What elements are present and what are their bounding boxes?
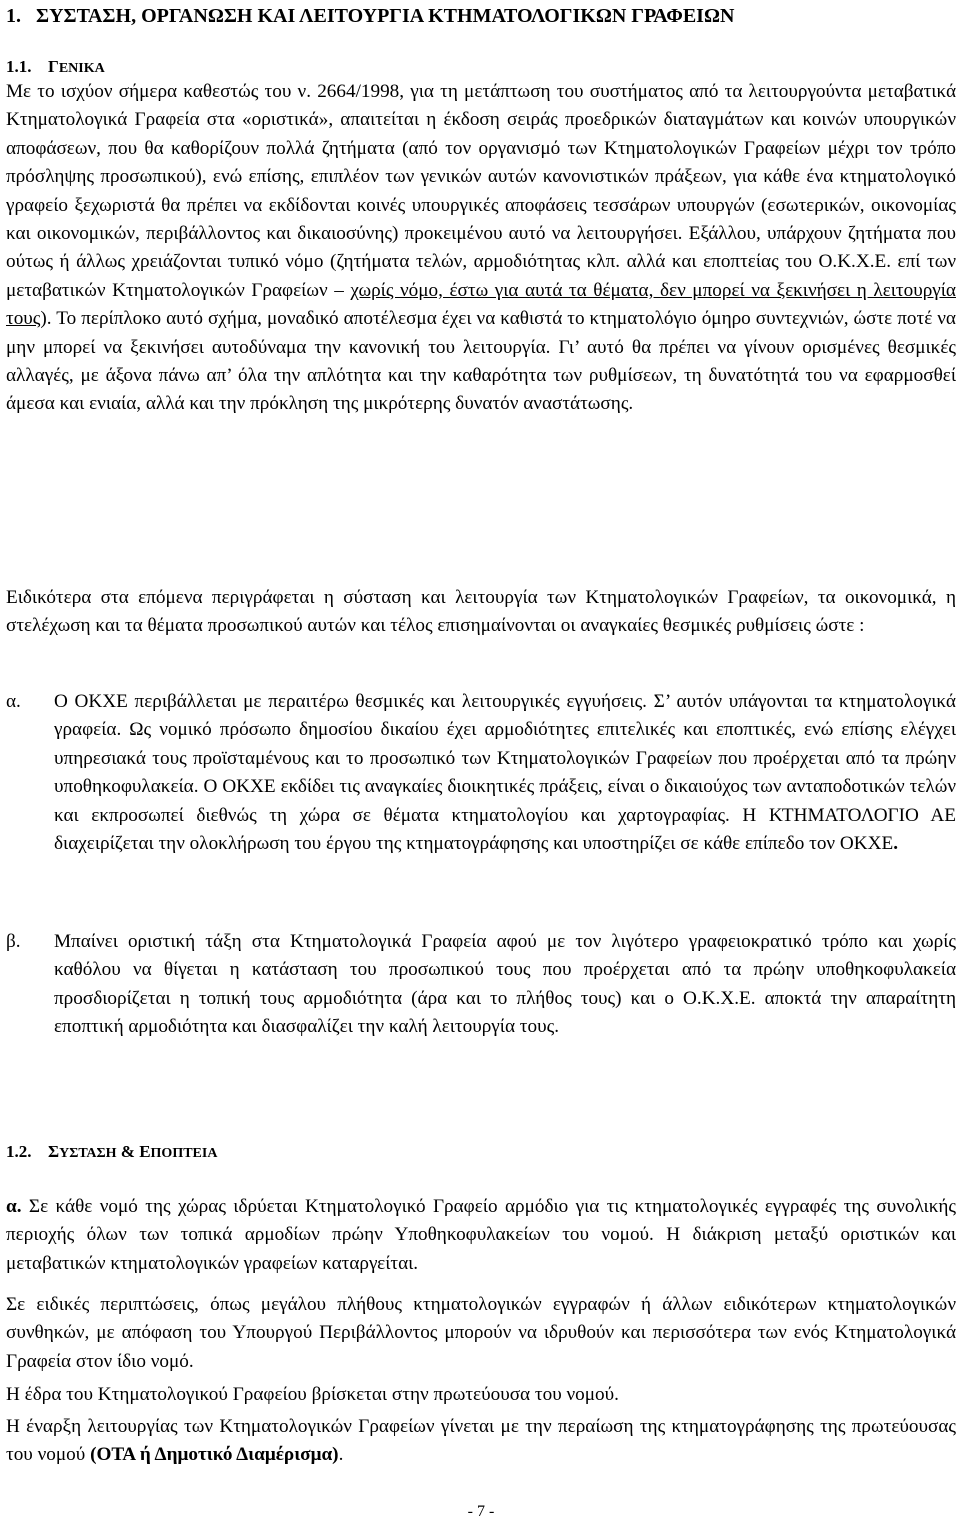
list-marker-beta: β. [6,931,21,952]
section-1-1-title-rest: ΕΝΙΚΑ [58,61,105,76]
heading-1-title: ΣΥΣΤΑΣΗ, ΟΡΓΑΝΩΣΗ ΚΑΙ ΛΕΙΤΟΥΡΓΙΑ ΚΤΗΜΑΤΟΛΟΓΙΚΩΝ ΓΡΑΦΕΙΩΝ [36,5,735,27]
section-2-paragraph-b: Σε ειδικές περιπτώσεις, όπως μεγάλου πλήθους κτηματολογικών εγγραφών ή άλλων ειδικότερων κτηματολογικών συνθηκών, με απόφαση του Υπουργού Περιβάλλοντος μπορούν να ιδρυθούν και περισσότερα των ενός Κτηματολογικά Γραφεία στον ίδιο νομό. [6,1294,956,1372]
section-1-2-title-rest-1: ΥΣΤΑΣΗ [59,1146,117,1161]
intro-paragraph [6,78,956,419]
section-2-paragraph-d [6,1413,956,1470]
section-2-paragraph-a-text: Σε κάθε νομό της χώρας ιδρύεται Κτηματολογικό Γραφείο αρμόδιο για τις κτηματολογικές εγγραφές της συνολικής περιοχής όλων των τοπικά αρμοδίων πρώην Υποθηκοφυλακείων του νομού. Η διάκριση μεταξύ οριστικών και μεταβατικών κτηματολογικών γραφείων καταργείται. [6,1196,957,1274]
section-2-paragraph-a-marker: α. [6,1196,22,1217]
list-body-alpha-end: . [893,833,898,855]
section-1-2-title-rest-2: ΠΟΠΤΕΙΑ [150,1146,218,1161]
list-body-beta: Μπαίνει οριστική τάξη στα Κτηματολογικά Γραφεία αφού με τον λιγότερο γραφειοκρατικό τρόπο και χωρίς καθόλου να θίγεται η κατάσταση του προσωπικού τους που προέρχεται από τα πρώην υποθηκοφυλακεία προσδιορίζεται η τοπική τους αρμοδιότητα (άρα και το πλήθος τους) και ο Ο.Κ.Χ.Ε. αποκτά την απαραίτητη εποπτική αρμοδιότητα και διασφαλίζει την καλή λειτουργία τους. [54,931,956,1038]
heading-1-number: 1. [6,5,21,27]
list-body-alpha-text: Ο ΟΚΧΕ περιβάλλεται με περαιτέρω θεσμικές και λειτουργικές εγγυήσεις. Σ’ αυτόν υπάγονται τα κτηματολογικά γραφεία. Ως νομικό πρόσωπο δημοσίου δικαίου έχει αρμοδιότητες επιτελικές και εποπτικές, ενώ επίσης ελέγχει υπηρεσιακά τους προϊσταμένους και το προσωπικό των Κτηματολογικών Γραφείων που προέρχεται από τα πρώην υποθηκοφυλακεία. Ο ΟΚΧΕ εκδίδει τις αναγκαίες διοικητικές πράξεις, είναι ο δικαιούχος των ανταποδοτικών τελών και εκπροσωπεί διεθνώς τη χώρα σε θέματα κτηματολογίου και χαρτογραφίας. Η ΚΤΗΜΑΤΟΛΟΓΙΟ ΑΕ διαχειρίζεται την ολοκλήρωση του έργου της κτηματογράφησης και υποστηρίζει σε κάθε επίπεδο τον ΟΚΧΕ [54,691,956,855]
section-2-paragraph-a [6,1193,956,1278]
section-1-2-number: 1.2. [6,1142,32,1161]
section-1-2-title-initial-2: Ε [139,1142,151,1161]
section-1-2-heading [6,1140,217,1166]
section-2-paragraph-d-text: Η έναρξη λειτουργίας των Κτηματολογικών Γραφείων γίνεται με την περαίωση της κτηματογράφησης της πρωτεύουσας του νομού [6,1416,956,1466]
intro-paragraph-part1: Με το ισχύον σήμερα καθεστώς του ν. 2664/1998, για τη μετάπτωση του συστήματος από τα λειτουργούντα μεταβατικά Κτηματολογικά Γραφεία στα «οριστικά», απαιτείται η έκδοση σειράς προεδρικών διαταγμάτων και κοινών υπουργικών αποφάσεων, που θα καθορίζουν πολλά ζητήματα (από τον οργανισμό των Κτηματολογικών Γραφείων μέχρι τον τρόπο πρόσληψης προσωπικού), ενώ επίσης, επιπλέον των γενικών αυτών κανονιστικών πράξεων, για κάθε ένα κτηματολογικό γραφείο ξεχωριστά θα πρέπει να εκδίδονται κοινές υπουργικές αποφάσεις τεσσάρων υπουργών (εσωτερικών, οικονομίας και οικονομικών, περιβάλλοντος και δικαιοσύνης) προκειμένου αυτό να λειτουργήσει. Εξάλλου, υπάρχουν ζητήματα που ούτως ή άλλως χρειάζονται τυπικό νόμο (ζητήματα τελών, αρμοδιότητας κλπ. αλλά και εποπτείας του Ο.Κ.Χ.Ε. επί των μεταβατικών Κτηματολογικών Γραφείων – [6,81,956,301]
section-1-2-ampersand: & [120,1142,135,1161]
section-2-paragraph-c: Η έδρα του Κτηματολογικού Γραφείου βρίσκεται στην πρωτεύουσα του νομού. [6,1384,619,1405]
heading-1 [6,2,734,30]
section-2-paragraph-d-end: . [338,1444,344,1466]
section-2-paragraph-d-bold: (ΟΤΑ ή Δημοτικό Διαμέρισμα) [90,1444,339,1466]
page-number: - 7 - [467,1503,495,1520]
intro-paragraph-part2: ). Το περίπλοκο αυτό σχήμα, μοναδικό αποτέλεσμα έχει να καθιστά το κτηματολόγιο όμηρο συντεχνιών, ώστε ποτέ να μην μπορεί να ξεκινήσει αυτοδύναμα την κανονική του λειτουργία. Γι’ αυτό θα πρέπει να γίνουν ορισμένες θεσμικές αλλαγές, με άξονα πάνω απ’ όλα την απλότητα και την καθαρότητα των ρυθμίσεων, τη δυνατότητά του να εφαρμοσθεί άμεσα και ενιαία, αλλά και την πρόκληση της μικρότερης δυνατόν αναστάτωσης. [6,308,956,415]
section-1-2-title-initial-1: Σ [48,1142,60,1161]
section-1-1-number: 1.1. [6,57,32,76]
intro-paragraph-underlined: χωρίς νόμο, έστω για αυτά τα θέματα, δεν μπορεί να ξεκινήσει η λειτουργία τους [6,279,956,330]
section-1-1-title-initial: Γ [48,57,59,76]
list-marker-alpha: α. [6,691,21,712]
list-body-alpha [54,688,956,858]
second-paragraph: Ειδικότερα στα επόμενα περιγράφεται η σύσταση και λειτουργία των Κτηματολογικών Γραφείων, τα οικονομικά, η στελέχωση και τα θέματα προσωπικού αυτών και τέλος επισημαίνονται οι αναγκαίες θεσμικές ρυθμίσεις ώστε : [6,587,956,637]
